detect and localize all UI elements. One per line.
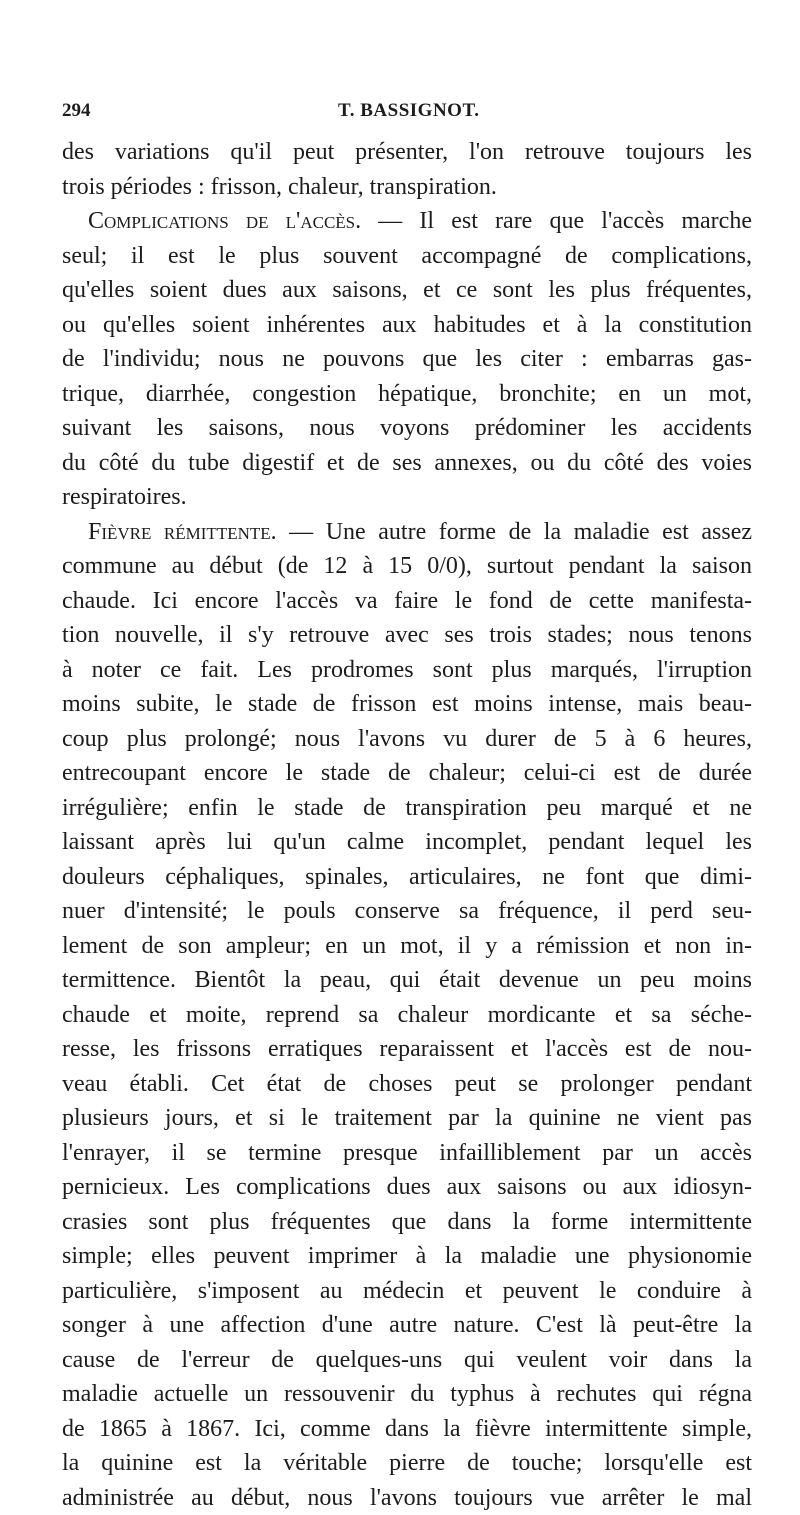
text-line [62, 1170, 752, 1205]
line-text: particulière, s'imposent au médecin et peuvent le conduire à [62, 1278, 752, 1304]
line-text: l'enrayer, il se termine presque infailliblement par un accès [62, 1140, 752, 1166]
text-line [62, 204, 752, 239]
text-line [62, 446, 752, 481]
line-text: la quinine est la véritable pierre de touche; lorsqu'elle est [62, 1450, 752, 1476]
text-line [62, 1274, 752, 1309]
text-line [62, 170, 752, 205]
line-text: cause de l'erreur de quelques-uns qui veulent voir dans la [62, 1347, 752, 1373]
text-line [62, 1343, 752, 1378]
line-text: maladie actuelle un ressouvenir du typhus à rechutes qui régna [62, 1381, 752, 1407]
text-line [62, 1239, 752, 1274]
text-line [62, 135, 752, 170]
line-text: crasies sont plus fréquentes que dans la forme intermittente [62, 1209, 752, 1235]
text-line [62, 1481, 752, 1515]
text-line [62, 342, 752, 377]
line-text: coup plus prolongé; nous l'avons vu durer de 5 à 6 heures, [62, 726, 752, 752]
text-line [62, 618, 752, 653]
line-text: à noter ce fait. Les prodromes sont plus marqués, l'irruption [62, 657, 752, 683]
line-text: chaude. Ici encore l'accès va faire le fond de cette manifesta- [62, 588, 752, 614]
line-text: resse, les frissons erratiques reparaissent et l'accès est de nou- [62, 1036, 752, 1062]
line-text: seul; il est le plus souvent accompagné de complications, [62, 243, 752, 269]
line-text: de l'individu; nous ne pouvons que les citer : embarras gas- [62, 346, 752, 372]
text-line [62, 239, 752, 274]
text-line [62, 929, 752, 964]
text-line [62, 653, 752, 688]
section-heading: Fièvre rémittente. [88, 519, 277, 545]
line-text: trois périodes : frisson, chaleur, transpiration. [62, 174, 497, 200]
page-number: 294 [62, 100, 91, 122]
text-line [62, 825, 752, 860]
text-line [62, 584, 752, 619]
text-line [62, 549, 752, 584]
text-line [62, 1308, 752, 1343]
line-text: du côté du tube digestif et de ses annexes, ou du côté des voies [62, 450, 752, 476]
line-text: irrégulière; enfin le stade de transpiration peu marqué et ne [62, 795, 752, 821]
line-text: termittence. Bientôt la peau, qui était devenue un peu moins [62, 967, 752, 993]
line-text: nuer d'intensité; le pouls conserve sa fréquence, il perd seu- [62, 898, 752, 924]
line-text: lement de son ampleur; en un mot, il y a rémission et non in- [62, 933, 752, 959]
line-text: tion nouvelle, il s'y retrouve avec ses trois stades; nous tenons [62, 622, 752, 648]
line-text: qu'elles soient dues aux saisons, et ce sont les plus fréquentes, [62, 277, 752, 303]
line-text: moins subite, le stade de frisson est moins intense, mais beau- [62, 691, 752, 717]
text-line [62, 1067, 752, 1102]
line-text: songer à une affection d'une autre nature. C'est là peut-être la [62, 1312, 752, 1338]
running-head [62, 100, 742, 130]
text-line [62, 1412, 752, 1447]
line-text: douleurs céphaliques, spinales, articulaires, ne font que dimi- [62, 864, 752, 890]
section-heading: Complications de l'accès. [88, 208, 361, 234]
text-line [62, 411, 752, 446]
text-line [62, 963, 752, 998]
line-text: de 1865 à 1867. Ici, comme dans la fièvre intermittente simple, [62, 1416, 752, 1442]
line-text: laissant après lui qu'un calme incomplet, pendant lequel les [62, 829, 752, 855]
line-text: trique, diarrhée, congestion hépatique, bronchite; en un mot, [62, 381, 752, 407]
text-line [62, 687, 752, 722]
line-text: plusieurs jours, et si le traitement par la quinine ne vient pas [62, 1105, 752, 1131]
text-line [62, 860, 752, 895]
line-text: chaude et moite, reprend sa chaleur mordicante et sa séche- [62, 1002, 752, 1028]
text-line [62, 273, 752, 308]
text-line [62, 1136, 752, 1171]
text-line [62, 1377, 752, 1412]
text-line [62, 1101, 752, 1136]
body-text [62, 135, 752, 1515]
text-line [62, 894, 752, 929]
line-text: — Il est rare que l'accès marche [361, 208, 752, 234]
line-text: pernicieux. Les complications dues aux saisons ou aux idiosyn- [62, 1174, 752, 1200]
text-line [62, 1446, 752, 1481]
line-text: entrecoupant encore le stade de chaleur; celui-ci est de durée [62, 760, 752, 786]
line-text: simple; elles peuvent imprimer à la maladie une physionomie [62, 1243, 752, 1269]
line-text: respiratoires. [62, 484, 187, 510]
text-line [62, 480, 752, 515]
running-title: T. BASSIGNOT. [338, 100, 479, 122]
line-text: des variations qu'il peut présenter, l'on retrouve toujours les [62, 139, 752, 165]
text-line [62, 1205, 752, 1240]
line-text: veau établi. Cet état de choses peut se prolonger pendant [62, 1071, 752, 1097]
line-text: ou qu'elles soient inhérentes aux habitudes et à la constitution [62, 312, 752, 338]
line-text: suivant les saisons, nous voyons prédominer les accidents [62, 415, 752, 441]
line-text: administrée au début, nous l'avons toujours vue arrêter le mal [62, 1485, 752, 1511]
line-text: commune au début (de 12 à 15 0/0), surtout pendant la saison [62, 553, 752, 579]
line-text: — Une autre forme de la maladie est assez [277, 519, 752, 545]
text-line [62, 791, 752, 826]
text-line [62, 722, 752, 757]
text-line [62, 308, 752, 343]
text-line [62, 1032, 752, 1067]
text-line [62, 998, 752, 1033]
text-line [62, 515, 752, 550]
text-line [62, 377, 752, 412]
text-line [62, 756, 752, 791]
